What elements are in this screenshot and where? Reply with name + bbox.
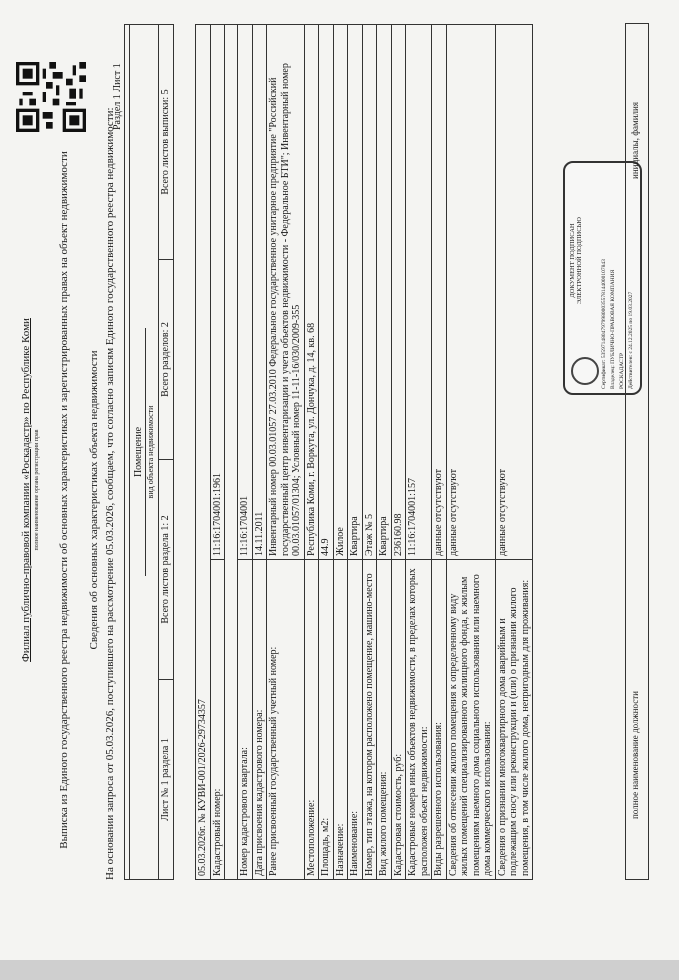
row-value: Этаж № 5 <box>362 25 377 560</box>
table-row <box>333 25 348 880</box>
row-value: Инвентарный номер 00.03.01057 27.03.2010 Федеральное государственное унитарное предприятие "Российский государственный центр инвентаризации и учета объектов недвижимости - Федеральное БТИ"; Инвентарный номер 00.03.01057/01304; Условный номер 11-11-16/030/2009-355 <box>267 25 305 560</box>
table-row <box>319 25 334 880</box>
row-label: Наименование: <box>348 560 363 880</box>
sheet-number: Лист № 1 раздела 1 <box>159 680 174 880</box>
table-row <box>238 25 253 880</box>
row-label: Площадь, м2: <box>319 560 334 880</box>
row-label: Местоположение: <box>304 560 319 880</box>
row-value: 236160.98 <box>391 25 406 560</box>
row-label: Назначение: <box>333 560 348 880</box>
document-title: Выписка из Единого государственного реестра недвижимости об основных характеристиках и зарегистрированных правах на объект недвижимости <box>58 151 70 849</box>
row-label: Виды разрешенного использования: <box>432 560 447 880</box>
sheets-in-section: Всего листов раздела 1: 2 <box>159 460 174 680</box>
row-label: Ранее присвоенный государственный учетный номер: <box>267 560 305 880</box>
table-row <box>348 25 363 880</box>
stamp-certificate: Сертификат: 535971480479799800035578144000107843 <box>601 259 607 389</box>
sheets-total: Всего листов выписки: 5 <box>159 25 174 260</box>
row-value: 11:16:1704001:157 <box>406 25 432 560</box>
row-label: Номер, тип этажа, на котором расположено помещение, машино-место <box>362 560 377 880</box>
properties-table <box>195 24 533 880</box>
row-label: Вид жилого помещения: <box>377 560 392 880</box>
emblem-icon <box>571 357 599 385</box>
row-label: Дата присвоения кадастрового номера: <box>252 560 267 880</box>
cadastral-value: 11:16:1704001:1961 <box>210 25 225 560</box>
table-row <box>446 25 495 880</box>
stamp-title-line1: ДОКУМЕНТ ПОДПИСАН <box>569 223 576 298</box>
cadastral-label: Кадастровый номер: <box>210 560 225 880</box>
row-value: Жилое <box>333 25 348 560</box>
row-value: Республика Коми, г. Воркута, ул. Дончука, д. 14, кв. 68 <box>304 25 319 560</box>
agency-subtitle: полное наименование органа регистрации прав <box>34 429 40 551</box>
document-number: 05.03.2026г. № КУВИ-001/2026-29734357 <box>196 25 211 880</box>
table-row <box>377 25 392 880</box>
row-value: данные отсутствуют <box>446 25 495 560</box>
row-value: 44.9 <box>319 25 334 560</box>
row-label: Сведения об отнесении жилого помещения к определенному виду жилых помещений специализированного жилищного фонда, к жилым помещениям наемного дома социального использования или наемного дома коммерческого использования: <box>446 560 495 880</box>
table-row <box>406 25 432 880</box>
row-value: 11:16:1704001 <box>238 25 253 560</box>
table-row <box>252 25 267 880</box>
stamp-owner-line2: РОСКАДАСТР <box>619 352 625 389</box>
table-row <box>304 25 319 880</box>
object-type: Помещение <box>133 426 145 478</box>
signature-footer <box>625 23 649 880</box>
row-value: данные отсутствуют <box>432 25 447 560</box>
sections-total: Всего разделов: 2 <box>159 260 174 460</box>
row-label: Кадастровая стоимость, руб: <box>391 560 406 880</box>
row-value: данные отсутствуют <box>495 25 533 560</box>
row-value: Квартира <box>377 25 392 560</box>
request-basis: На основании запроса от 05.03.2026, поступившего на рассмотрение 05.03.2026, сообщаем, что согласно записям Единого государственного реестра недвижимости: <box>104 107 116 880</box>
agency-name: Филиал публично-правовой компании «Роскадастр» по Республике Коми <box>20 318 32 662</box>
table-row <box>267 25 305 880</box>
table-row <box>391 25 406 880</box>
section-sheet-label: Раздел 1 Лист 1 <box>112 63 123 130</box>
document-subtitle: Сведения об основных характеристиках объекта недвижимости <box>88 350 100 650</box>
row-label: Кадастровые номера иных объектов недвижимости, в пределах которых расположен объект недвижимости: <box>406 560 432 880</box>
footer-name-caption: инициалы, фамилия <box>630 102 640 179</box>
stamp-owner: Владелец: ПУБЛИЧНО-ПРАВОВАЯ КОМПАНИЯ <box>610 269 616 389</box>
row-label: Номер кадастрового квартала: <box>238 560 253 880</box>
stamp-validity: Действителен: с 24.12.2025 по 19.03.2027 <box>628 291 634 389</box>
stamp-title-line2: ЭЛЕКТРОННОЙ ПОДПИСЬЮ <box>576 217 583 304</box>
table-row <box>362 25 377 880</box>
row-value: 14.11.2011 <box>252 25 267 560</box>
row-label: Сведения о признании многоквартирного дома аварийным и подлежащим сносу или реконструкции и (или) о признании жилого помещения, в том числе жилого дома, непригодным для проживания: <box>495 560 533 880</box>
stamp-title <box>569 168 583 353</box>
row-value: Квартира <box>348 25 363 560</box>
table-row <box>495 25 533 880</box>
object-type-caption: вид объекта недвижимости <box>145 328 155 576</box>
table-row <box>432 25 447 880</box>
header-table <box>124 24 174 880</box>
footer-position-caption: полное наименование должности <box>630 691 640 819</box>
